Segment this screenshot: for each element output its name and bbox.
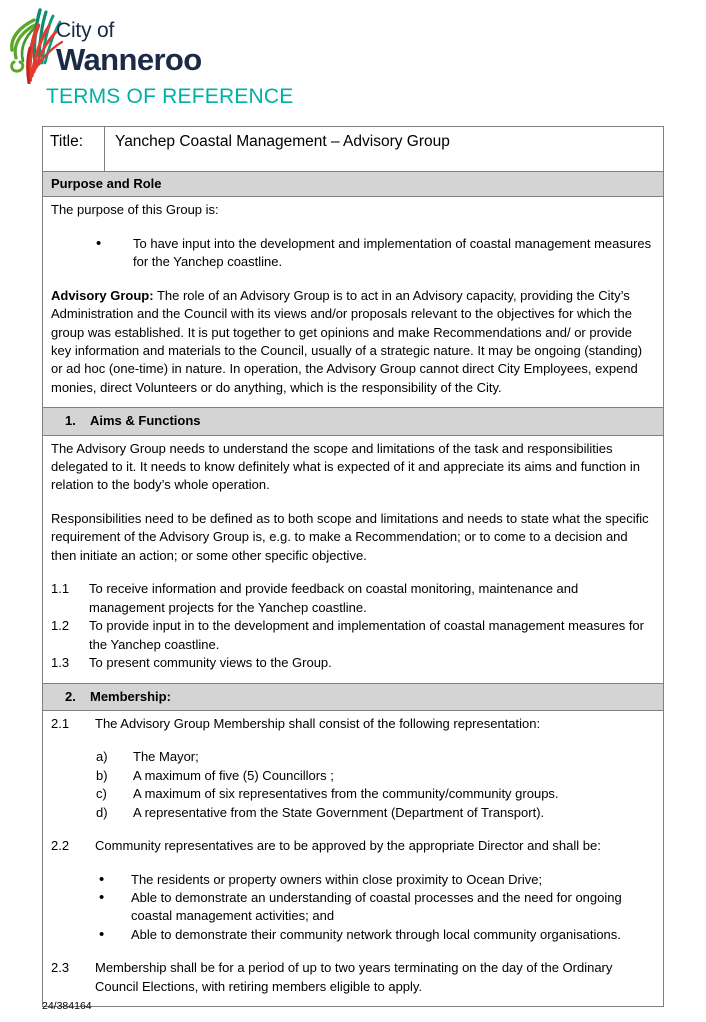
membership-alpha-list [51, 748, 655, 822]
purpose-bullet-list [51, 235, 655, 272]
advisory-group-body: The role of an Advisory Group is to act in an Advisory capacity, providing the City’s Administration and the Council with its views and/or proposals relevant to the objectives for which the group was established. It is put together to get opinions and make Recommendations and/ or provide key information and materials to the Council, usually of a strategic nature. It may be ongoing (standing) or ad hoc (one-time) in nature. In operation, the Advisory Group cannot direct City Employees, expend monies, direct Volunteers or do anything, which is the responsibility of the City. [51, 287, 643, 395]
item-text: The Mayor; [133, 749, 199, 765]
list-item [51, 617, 655, 654]
list-item: • Able to demonstrate an understanding of coastal processes and the need for ongoing coastal management activities; and [51, 889, 655, 926]
item-text: Community representatives are to be approved by the appropriate Director and shall be: [95, 838, 601, 854]
list-item [51, 959, 655, 996]
section-body-aims-and-functions [43, 436, 663, 684]
aims-paragraph-1: The Advisory Group needs to understand the scope and limitations of the task and responsibilities delegated to it. It needs to know definitely what is expected of it and appreciate its aims and function in relation to the body’s whole operation. [51, 440, 640, 493]
membership-item-2-2 [51, 837, 655, 855]
purpose-intro: The purpose of this Group is: [51, 202, 219, 218]
section-heading-aims-and-functions [43, 408, 663, 435]
section-body-membership [43, 711, 663, 1006]
membership-bullet-list [51, 871, 655, 945]
item-text: To present community views to the Group. [89, 655, 332, 671]
item-label: c) [96, 786, 107, 802]
logo-line-wanneroo: Wanneroo [56, 42, 202, 77]
item-text: To receive information and provide feedback on coastal monitoring, maintenance and management projects for the Yanchep coastline. [89, 581, 579, 615]
list-item [51, 785, 655, 803]
list-item [51, 837, 655, 855]
item-label: d) [96, 804, 108, 820]
list-item: • Able to demonstrate their community network through local community organisations. [51, 926, 655, 944]
list-item [51, 580, 655, 617]
item-label: a) [96, 749, 108, 765]
section-number: 1. [65, 413, 76, 429]
aims-numbered-list [51, 580, 655, 672]
list-item [51, 654, 655, 672]
membership-item-2-1 [51, 715, 655, 733]
section-body-purpose-and-role [43, 197, 663, 408]
list-item [51, 748, 655, 766]
item-number: 1.3 [51, 655, 70, 671]
title-label: Title: [43, 127, 105, 171]
list-item [51, 767, 655, 785]
item-text: The Advisory Group Membership shall consist of the following representation: [95, 715, 541, 731]
document-type-heading: TERMS OF REFERENCE [46, 85, 294, 108]
advisory-group-lead: Advisory Group: [51, 287, 154, 303]
item-text: To provide input in to the development and implementation of coastal management measures for the Yanchep coastline. [89, 618, 644, 652]
section-title: Membership: [90, 688, 171, 704]
section-heading-purpose-and-role: Purpose and Role [43, 172, 663, 197]
item-number: 1.1 [51, 581, 70, 597]
section-title: Aims & Functions [90, 413, 201, 429]
item-number: 1.2 [51, 618, 70, 634]
item-text: A maximum of six representatives from the community/community groups. [133, 786, 559, 802]
membership-item-2-3 [51, 959, 655, 996]
list-item: • To have input into the development and implementation of coastal management measures for the Yanchep coastline. [51, 235, 655, 272]
list-item [51, 715, 655, 733]
list-item [51, 804, 655, 822]
terms-of-reference-table [42, 126, 664, 1007]
section-heading-membership [43, 684, 663, 711]
item-label: b) [96, 767, 108, 783]
advisory-group-paragraph [51, 287, 655, 398]
item-number: 2.2 [51, 838, 70, 854]
item-text: A representative from the State Government (Department of Transport). [133, 804, 545, 820]
item-text: A maximum of five (5) Councillors ; [133, 767, 334, 783]
item-number: 2.3 [51, 960, 70, 976]
list-item: • The residents or property owners within close proximity to Ocean Drive; [51, 871, 655, 889]
logo-wordmark [56, 20, 202, 75]
document-reference-number: 24/384164 [42, 1000, 92, 1012]
title-value: Yanchep Coastal Management – Advisory Group [115, 133, 450, 150]
document-header [0, 0, 706, 118]
aims-paragraph-2: Responsibilities need to be defined as to both scope and limitations and needs to state what the specific requirement of the Advisory Group is, e.g. to make a Recommendation; or to come to a decision and then initiate an action; or some other specific objective. [51, 510, 649, 563]
item-number: 2.1 [51, 715, 70, 731]
section-number: 2. [65, 688, 76, 704]
logo-line-city: City of [56, 19, 115, 42]
title-row [43, 127, 663, 172]
item-text: Membership shall be for a period of up to two years terminating on the day of the Ordinary Council Elections, with retiring members eligible to apply. [95, 960, 613, 994]
